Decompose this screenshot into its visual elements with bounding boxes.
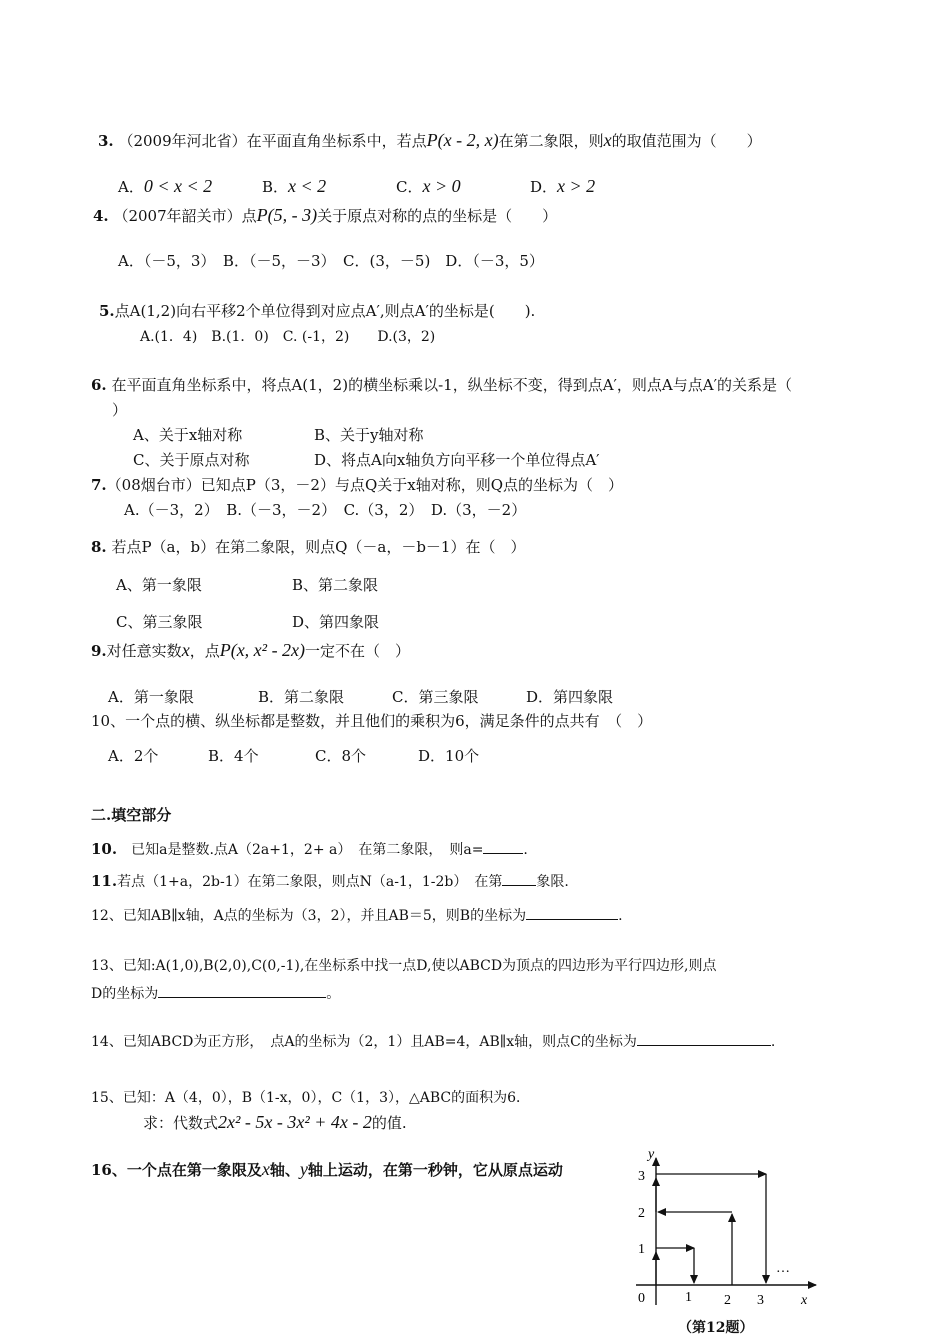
y-axis-label: y <box>648 1147 655 1162</box>
ellipsis: … <box>776 1261 790 1276</box>
question-text: 在平面直角坐标系中，将点A(1，2)的横坐标乘以-1，纵坐标不变，得到点A′，则点A与点A′的关系是（ <box>111 376 793 394</box>
y-tick-3: 3 <box>638 1169 645 1184</box>
option-c: C．8个 <box>315 747 367 765</box>
x-tick-3: 3 <box>757 1293 764 1308</box>
question-number: 4. <box>93 207 109 225</box>
question-text: 对任意实数 <box>106 642 182 660</box>
question-text-end: 。 <box>326 986 341 1002</box>
question-text: 轴、 <box>269 1161 300 1179</box>
question-text-end: 的值. <box>371 1114 407 1132</box>
option-c: C、第三象限 <box>116 613 203 631</box>
question-text: （2007年韶关市）点 <box>113 207 257 225</box>
motion-path <box>656 1174 766 1285</box>
option-a: A．第一象限 <box>108 688 194 706</box>
fill-question-13: 13、已知:A(1,0),B(2,0),C(0,-1),在坐标系中找一点D,使以ABCD为顶点的四边形为平行四边形,则点 <box>91 958 717 974</box>
math-variable: x <box>181 640 190 660</box>
question-text: 12、已知AB∥x轴，A点的坐标为（3，2），并且AB＝5，则B的坐标为 <box>91 908 527 924</box>
question-text: 一定不在（ ） <box>305 642 411 660</box>
question-text: 关于原点对称的点的坐标是（ ） <box>317 207 558 225</box>
question-text: 已知a是整数.点A（2a+1，2+ a） 在第二象限， 则a= <box>117 842 484 858</box>
option-d: D．第四象限 <box>526 688 614 706</box>
option-d: x > 2 <box>557 176 596 196</box>
question-8 <box>91 537 525 557</box>
y-tick-1: 1 <box>638 1242 645 1257</box>
question-text: 若点P（a，b）在第二象限，则点Q（－a，－b－1）在（ ） <box>111 538 526 556</box>
fill-question-13-cont <box>91 982 340 1004</box>
option-d: D、第四象限 <box>292 613 380 631</box>
option-c: x > 0 <box>422 176 461 196</box>
question-number: 9. <box>91 642 107 660</box>
option-c: C、关于原点对称 <box>133 451 250 469</box>
question-5-options: A.(1．4) B.(1．0) C. (-1，2) D.(3，2) <box>140 329 436 345</box>
question-text: D的坐标为 <box>91 986 159 1002</box>
option-d: D、将点A向x轴负方向平移一个单位得点A′ <box>314 451 600 469</box>
question-10-choice: 10、一个点的横、纵坐标都是整数，并且他们的乘积为6，满足条件的点共有 （ ） <box>91 712 653 730</box>
question-number: 7. <box>91 476 107 494</box>
option-label: A． <box>118 178 144 196</box>
fill-question-11 <box>91 870 569 892</box>
answer-blank[interactable] <box>637 1030 771 1046</box>
question-6-continued: ） <box>112 401 128 419</box>
question-text: 若点（1+a，2b-1）在第二象限，则点N（a-1，1-2b） 在第 <box>117 874 503 890</box>
question-text-end: . <box>770 1034 776 1050</box>
answer-blank[interactable] <box>158 982 326 998</box>
origin-label: 0 <box>638 1291 645 1306</box>
question-7 <box>91 475 623 495</box>
fill-question-10 <box>91 838 528 860</box>
math-variable: y <box>299 1159 308 1179</box>
answer-blank[interactable] <box>526 904 618 920</box>
option-label: B． <box>262 178 289 196</box>
question-3-option-d <box>530 176 595 197</box>
coordinate-figure <box>626 1140 826 1340</box>
question-number: 10. <box>91 840 118 858</box>
option-a: 0 < x < 2 <box>143 176 213 196</box>
question-3-options <box>118 176 212 197</box>
question-text: （2009年河北省）在平面直角坐标系中，若点 <box>118 132 427 150</box>
option-label: D． <box>530 178 558 196</box>
question-3 <box>98 130 762 151</box>
x-tick-1: 1 <box>685 1290 692 1305</box>
x-axis-label: x <box>801 1293 808 1308</box>
question-text-end: 象限. <box>536 874 569 890</box>
question-number: 8. <box>91 538 107 556</box>
option-b: B、关于y轴对称 <box>314 426 424 444</box>
question-5 <box>99 301 535 321</box>
question-text: 的取值范围为（ ） <box>611 132 762 150</box>
question-text: 在第二象限，则 <box>498 132 604 150</box>
question-text: ，点 <box>189 642 220 660</box>
question-text: 点A(1,2)向右平移2个单位得到对应点A′,则点A′的坐标是( ). <box>114 302 536 320</box>
figure-caption: （第12题） <box>678 1320 754 1336</box>
option-b: B、第二象限 <box>292 576 379 594</box>
math-expression: P(x - 2, x) <box>426 130 499 150</box>
question-text: 轴上运动，在第一秒钟，它从原点运动 <box>307 1161 563 1179</box>
math-variable: x <box>261 1159 270 1179</box>
option-b: x < 2 <box>288 176 327 196</box>
option-b: B．第二象限 <box>258 688 345 706</box>
question-number: 6. <box>91 376 107 394</box>
question-7-options: A.（－3，2） B.（－3，－2） C.（3，2） D.（3，－2） <box>124 501 527 519</box>
question-number: 3. <box>98 132 114 150</box>
question-3-option-b <box>262 176 326 197</box>
option-d: D．10个 <box>418 747 480 765</box>
question-text: 16、一个点在第一象限及 <box>91 1161 262 1179</box>
math-expression: P(5, - 3) <box>256 205 318 225</box>
question-text: 14、已知ABCD为正方形， 点A的坐标为（2，1）且AB=4，AB∥x轴，则点C的坐标为 <box>91 1034 637 1050</box>
question-text: （08烟台市）已知点P（3，－2）与点Q关于x轴对称，则Q点的坐标为（ ） <box>106 476 623 494</box>
y-tick-2: 2 <box>638 1206 645 1221</box>
section-title: 二.填空部分 <box>91 806 172 824</box>
option-a: A、关于x轴对称 <box>133 426 243 444</box>
x-tick-2: 2 <box>724 1293 731 1308</box>
question-text-end: . <box>618 908 623 924</box>
question-9 <box>91 640 410 661</box>
math-expression: 2x² - 5x - 3x² + 4x - 2 <box>218 1112 372 1132</box>
question-text: 求：代数式 <box>143 1114 219 1132</box>
option-a: A、第一象限 <box>116 576 202 594</box>
fill-question-15-cont <box>143 1112 407 1133</box>
math-expression: P(x, x² - 2x) <box>219 640 306 660</box>
question-4 <box>93 205 557 226</box>
fill-question-16 <box>91 1159 563 1180</box>
option-b: B．4个 <box>208 747 259 765</box>
question-3-option-c <box>396 176 461 197</box>
option-label: C． <box>396 178 423 196</box>
question-4-options: A．（－5，3） B．（－5，－3） C．(3，－5) D．（－3，5） <box>118 252 544 270</box>
math-variable: x <box>603 130 612 150</box>
question-6 <box>91 375 792 395</box>
question-text-end: . <box>523 842 528 858</box>
fill-question-12 <box>91 904 623 926</box>
question-number: 5. <box>99 302 115 320</box>
fill-question-14 <box>91 1030 775 1052</box>
fill-question-15: 15、已知：A（4，0），B（1-x，0），C（1，3），△ABC的面积为6． <box>91 1090 531 1106</box>
answer-blank[interactable] <box>483 838 523 854</box>
option-a: A．2个 <box>108 747 159 765</box>
question-number: 11. <box>91 872 118 890</box>
answer-blank[interactable] <box>502 870 536 886</box>
option-c: C．第三象限 <box>392 688 479 706</box>
